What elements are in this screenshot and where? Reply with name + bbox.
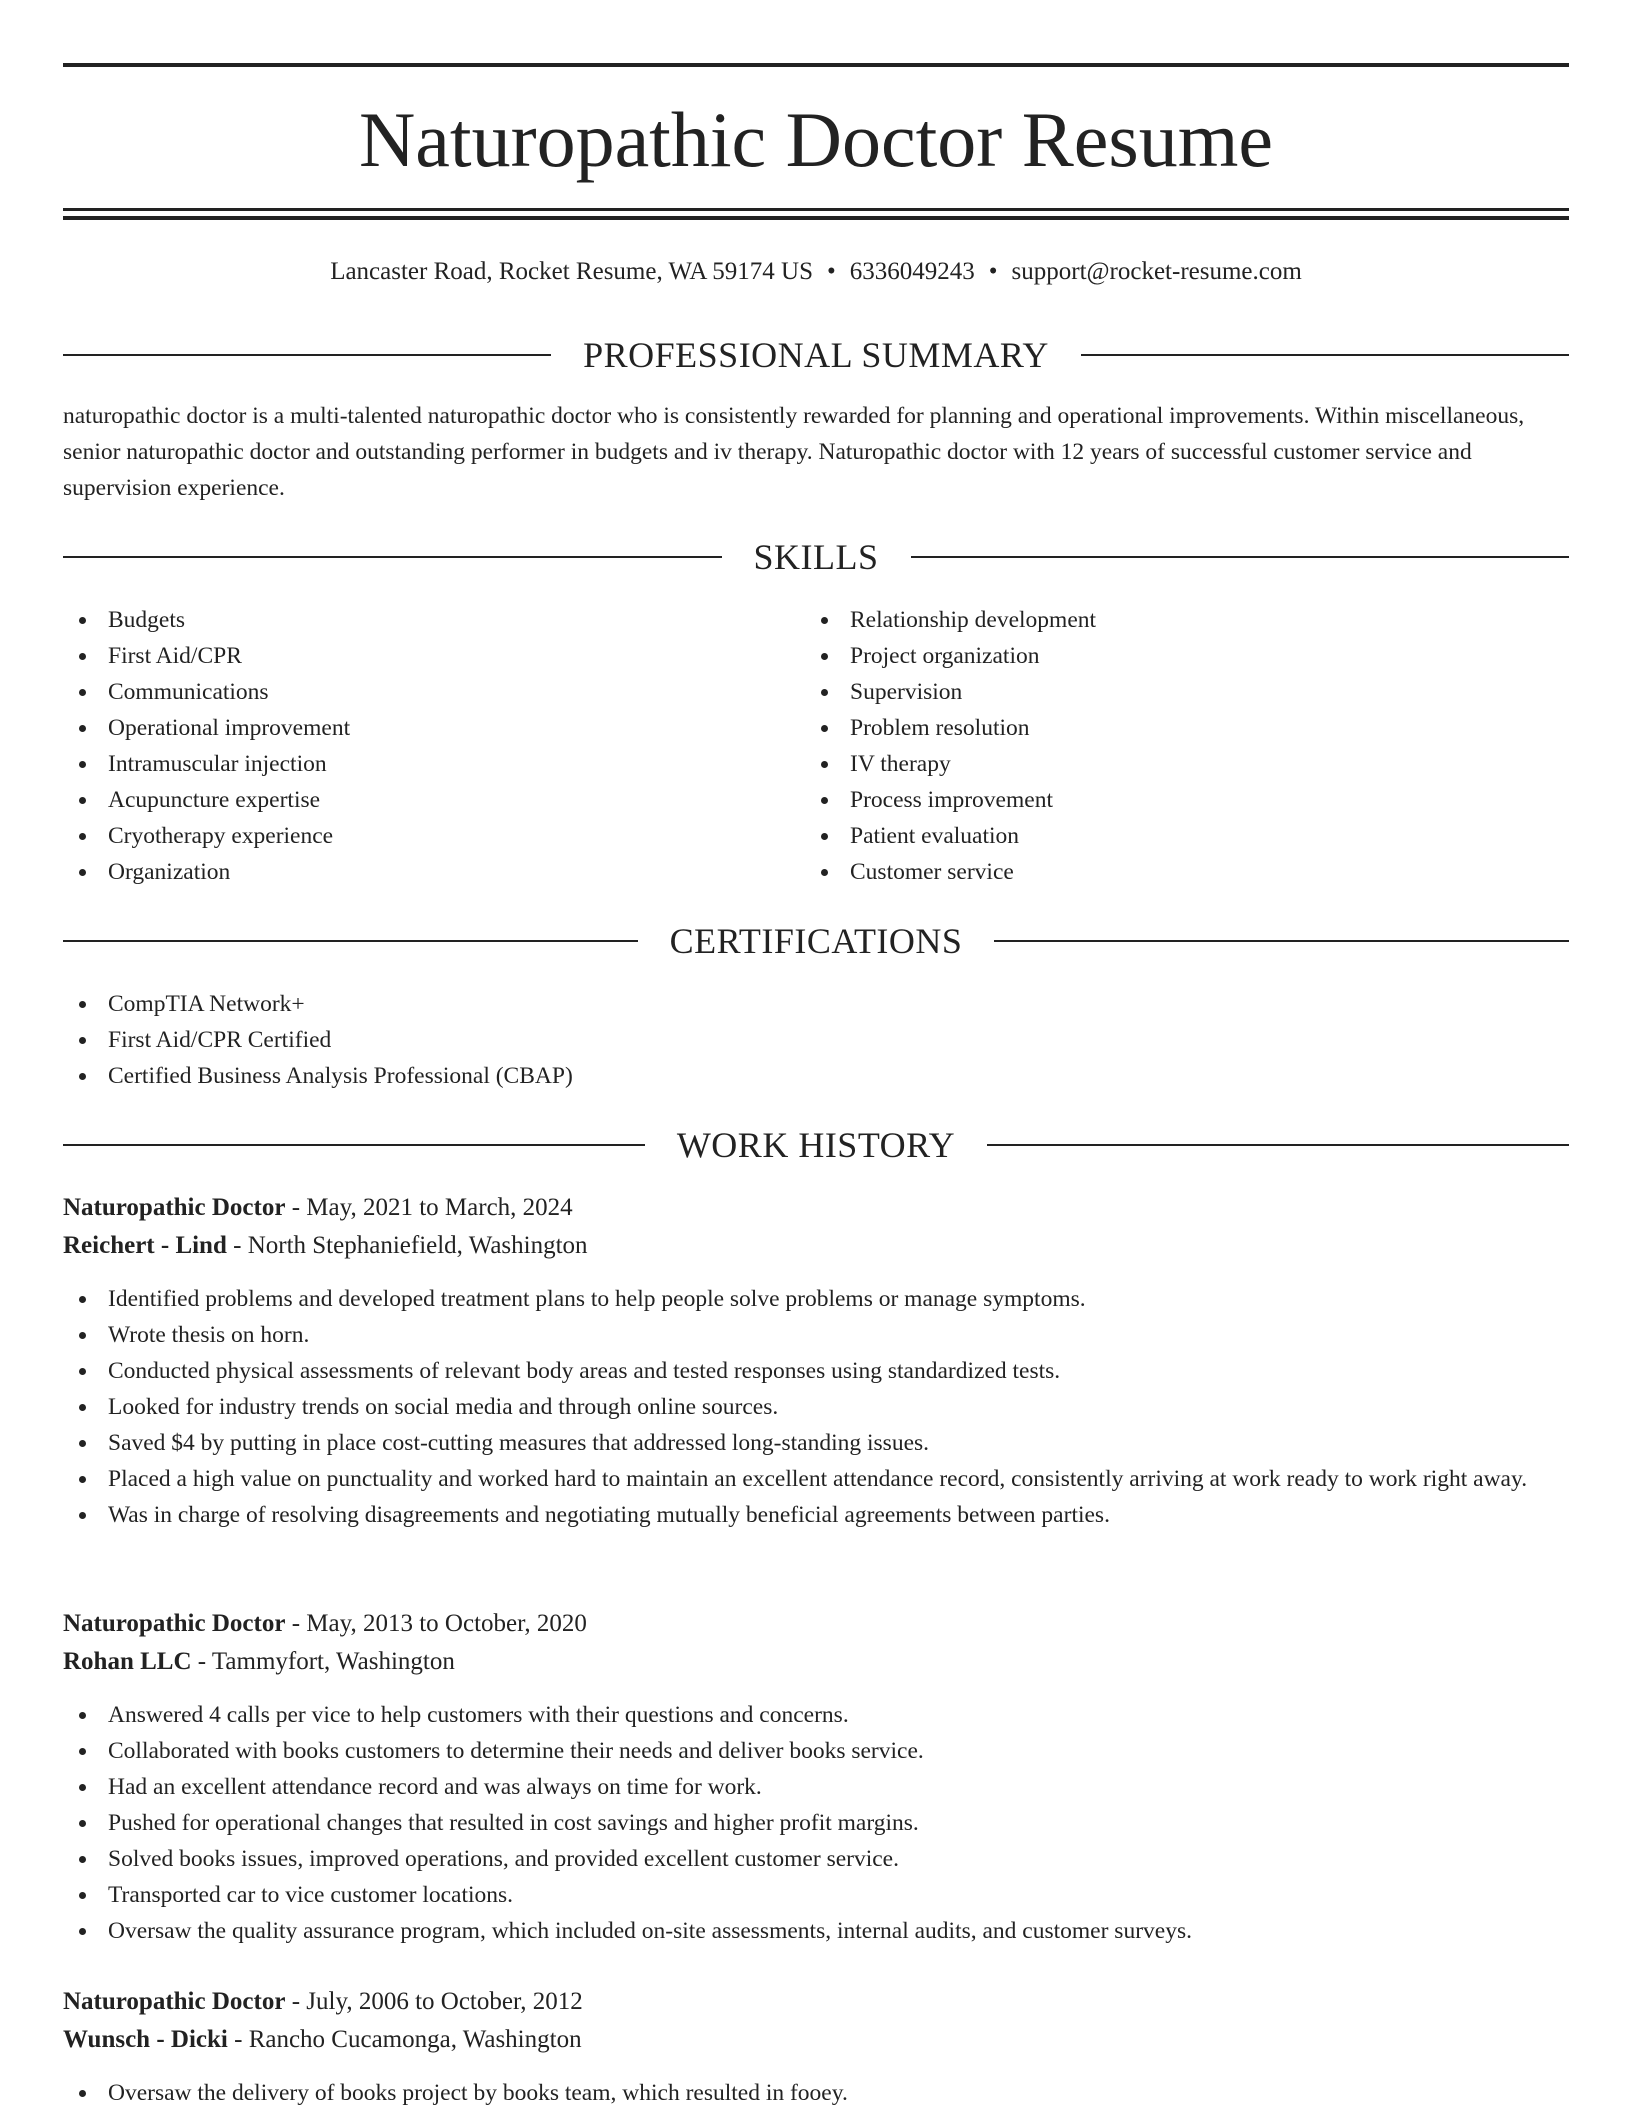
job-duty: Had an excellent attendance record and was always on time for work. <box>63 1769 1569 1805</box>
job-duty: Transported car to vice customer locations. <box>63 1877 1569 1913</box>
job-location: Rancho Cucamonga, Washington <box>248 2026 582 2053</box>
contact-separator: • <box>988 258 998 285</box>
job-dates: May, 2013 to October, 2020 <box>306 1610 587 1637</box>
certification-item: CompTIA Network+ <box>63 986 1569 1022</box>
skills-list-right <box>805 602 1505 890</box>
job-duty: Placed a high value on punctuality and worked hard to maintain an excellent attendance record, consistently arriving at work ready to work right away. <box>63 1461 1569 1497</box>
job-duties-list <box>63 2075 1569 2111</box>
section-heading-skills <box>63 537 1569 577</box>
top-rule <box>63 63 1569 67</box>
skill-item: Process improvement <box>805 782 1505 818</box>
job-company-line: Wunsch - Dicki - Rancho Cucamonga, Washington <box>63 2026 582 2053</box>
skill-item: Budgets <box>63 602 763 638</box>
certification-item: First Aid/CPR Certified <box>63 1022 1569 1058</box>
section-title: PROFESSIONAL SUMMARY <box>583 335 1049 375</box>
section-heading-summary <box>63 335 1569 375</box>
job-duties-list <box>63 1697 1569 1949</box>
section-title: SKILLS <box>753 537 879 577</box>
contact-address: Lancaster Road, Rocket Resume, WA 59174 US <box>330 258 813 285</box>
skill-item: Intramuscular injection <box>63 746 763 782</box>
skill-item: Cryotherapy experience <box>63 818 763 854</box>
skill-item: IV therapy <box>805 746 1505 782</box>
heading-rule <box>994 940 1569 942</box>
skill-item: Acupuncture expertise <box>63 782 763 818</box>
job-duty: Oversaw the delivery of books project by books team, which resulted in fooey. <box>63 2075 1569 2111</box>
job-title: Naturopathic Doctor <box>63 1610 286 1637</box>
job-entry <box>63 1189 1569 1533</box>
job-title-line: Naturopathic Doctor - July, 2006 to October, 2012 <box>63 1988 583 2015</box>
job-duty: Was in charge of resolving disagreements and negotiating mutually beneficial agreements between parties. <box>63 1497 1569 1533</box>
contact-email: support@rocket-resume.com <box>1011 258 1302 285</box>
job-duty: Conducted physical assessments of relevant body areas and tested responses using standardized tests. <box>63 1353 1569 1389</box>
heading-rule <box>63 1144 645 1146</box>
job-dates: July, 2006 to October, 2012 <box>306 1988 583 2015</box>
job-duty: Wrote thesis on horn. <box>63 1317 1569 1353</box>
heading-rule <box>63 940 638 942</box>
job-duty: Looked for industry trends on social media and through online sources. <box>63 1389 1569 1425</box>
job-title-line: Naturopathic Doctor - May, 2021 to March, 2024 <box>63 1194 573 1221</box>
skill-item: Communications <box>63 674 763 710</box>
job-location: Tammyfort, Washington <box>211 1648 455 1675</box>
job-title-line: Naturopathic Doctor - May, 2013 to October, 2020 <box>63 1610 587 1637</box>
heading-rule <box>911 556 1570 558</box>
skill-item: Supervision <box>805 674 1505 710</box>
job-entry <box>63 1983 1569 2111</box>
job-duties-list <box>63 1281 1569 1533</box>
job-dates: May, 2021 to March, 2024 <box>306 1194 573 1221</box>
heading-rule <box>63 354 551 356</box>
certification-item: Certified Business Analysis Professional (CBAP) <box>63 1058 1569 1094</box>
job-location: North Stephaniefield, Washington <box>247 1232 588 1259</box>
job-title: Naturopathic Doctor <box>63 1194 286 1221</box>
job-duty: Identified problems and developed treatment plans to help people solve problems or manage symptoms. <box>63 1281 1569 1317</box>
section-heading-work-history <box>63 1125 1569 1165</box>
heading-rule <box>63 556 722 558</box>
job-duty: Pushed for operational changes that resulted in cost savings and higher profit margins. <box>63 1805 1569 1841</box>
skills-list-left <box>63 602 763 890</box>
skill-item: Organization <box>63 854 763 890</box>
skill-item: First Aid/CPR <box>63 638 763 674</box>
skill-item: Operational improvement <box>63 710 763 746</box>
job-duty: Collaborated with books customers to determine their needs and deliver books service. <box>63 1733 1569 1769</box>
job-duty: Answered 4 calls per vice to help customers with their questions and concerns. <box>63 1697 1569 1733</box>
skill-item: Problem resolution <box>805 710 1505 746</box>
job-company-line: Rohan LLC - Tammyfort, Washington <box>63 1648 455 1675</box>
contact-phone: 6336049243 <box>849 258 975 285</box>
section-title: CERTIFICATIONS <box>669 921 963 961</box>
job-company-line: Reichert - Lind - North Stephaniefield, Washington <box>63 1232 588 1259</box>
job-entry <box>63 1605 1569 1949</box>
skill-item: Customer service <box>805 854 1505 890</box>
section-title: WORK HISTORY <box>676 1125 956 1165</box>
job-company: Wunsch - Dicki <box>63 2026 228 2053</box>
summary-text: naturopathic doctor is a multi-talented naturopathic doctor who is consistently rewarded for planning and operational improvements. Within miscellaneous, senior naturopathic doctor and outstanding performer in budgets and iv therapy. Naturopathic doctor with 12 years of successful customer service and supervision experience. <box>63 403 1525 501</box>
skill-item: Project organization <box>805 638 1505 674</box>
contact-separator: • <box>826 258 836 285</box>
job-company: Reichert - Lind <box>63 1232 227 1259</box>
contact-line <box>63 254 1569 290</box>
job-duty: Solved books issues, improved operations, and provided excellent customer service. <box>63 1841 1569 1877</box>
section-heading-certifications <box>63 921 1569 961</box>
skill-item: Relationship development <box>805 602 1505 638</box>
job-title: Naturopathic Doctor <box>63 1988 286 2015</box>
skill-item: Patient evaluation <box>805 818 1505 854</box>
job-duty: Oversaw the quality assurance program, which included on-site assessments, internal audits, and customer surveys. <box>63 1913 1569 1949</box>
heading-rule <box>1081 354 1569 356</box>
title-double-rule <box>63 208 1569 220</box>
heading-rule <box>987 1144 1569 1146</box>
job-company: Rohan LLC <box>63 1648 192 1675</box>
certifications-list <box>63 986 1569 1094</box>
page-title: Naturopathic Doctor Resume <box>358 96 1274 183</box>
job-duty: Saved $4 by putting in place cost-cutting measures that addressed long-standing issues. <box>63 1425 1569 1461</box>
